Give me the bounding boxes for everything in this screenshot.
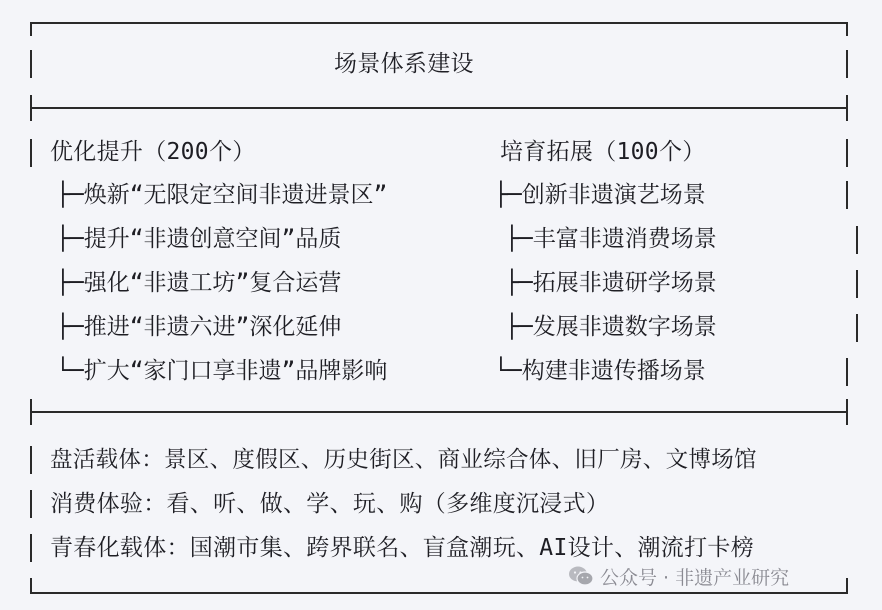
right-item-text: 创新非遗演艺场景 [521,182,706,208]
left-item-text: 强化“非遗工坊”复合运营 [83,270,342,296]
left-item-3 [56,268,341,298]
left-heading: 优化提升（200个） [50,139,256,165]
wechat-icon [568,565,594,587]
left-item-text: 提升“非遗创意空间”品质 [83,226,342,252]
separator-2-right-tick [846,399,848,425]
left-item-text: 焕新“无限定空间非遗进景区” [83,182,388,208]
separator-1-right-tick [846,95,848,121]
tree-branch: ├─ [505,270,533,296]
bottom-right-tick [846,578,848,594]
right-item-text: 构建非遗传播场景 [521,358,706,384]
tree-branch: ├─ [56,314,84,340]
title-right-bar [846,50,848,78]
tree-branch: ├─ [56,270,84,296]
separator-1 [30,107,848,109]
right-item-2 [505,224,717,254]
top-left-tick [30,22,32,36]
bottom-left-bar-3 [30,534,32,562]
bottom-left-bar-1 [30,446,32,474]
right-bar-4 [856,270,858,298]
right-bar-6 [846,358,848,386]
left-item-4 [56,312,341,342]
top-right-tick [846,22,848,36]
right-item-4 [505,312,717,342]
diagram-title: 场景体系建设 [334,51,474,77]
tree-branch: ├─ [56,226,84,252]
separator-1-left-tick [30,95,32,121]
right-item-text: 丰富非遗消费场景 [532,226,717,252]
separator-2-left-tick [30,399,32,425]
left-item-5 [56,356,387,386]
right-item-text: 发展非遗数字场景 [532,314,717,340]
right-item-3 [505,268,717,298]
left-item-2 [56,224,341,254]
watermark [568,560,789,592]
bottom-line-3: 青春化载体：国潮市集、跨界联名、盲盒潮玩、AI设计、潮流打卡榜 [50,535,754,561]
right-bar-1 [846,139,848,167]
right-item-text: 拓展非遗研学场景 [532,270,717,296]
right-bar-2 [846,181,848,209]
left-item-text: 扩大“家门口享非遗”品牌影响 [83,358,388,384]
right-bar-3 [856,226,858,254]
bottom-left-tick [30,578,32,594]
top-border [30,22,848,24]
bottom-border [30,592,848,594]
tree-branch: └─ [56,358,84,384]
right-item-1 [494,180,706,210]
tree-branch: ├─ [56,182,84,208]
left-item-1 [56,180,387,210]
right-heading: 培育拓展（100个） [500,139,706,165]
right-item-5 [494,356,706,386]
bottom-line-1: 盘活载体：景区、度假区、历史街区、商业综合体、旧厂房、文博场馆 [50,447,757,473]
separator-2 [30,411,848,413]
right-bar-5 [856,314,858,342]
left-item-text: 推进“非遗六进”深化延伸 [83,314,342,340]
tree-branch: ├─ [505,226,533,252]
tree-branch: ├─ [505,314,533,340]
watermark-text: 公众号 · 非遗产业研究 [600,566,790,589]
tree-branch: └─ [494,358,522,384]
bottom-line-2: 消费体验：看、听、做、学、玩、购（多维度沉浸式） [50,491,610,517]
bottom-left-bar-2 [30,490,32,518]
left-bar-1 [30,139,32,167]
tree-branch: ├─ [494,182,522,208]
title-left-bar [30,50,32,78]
